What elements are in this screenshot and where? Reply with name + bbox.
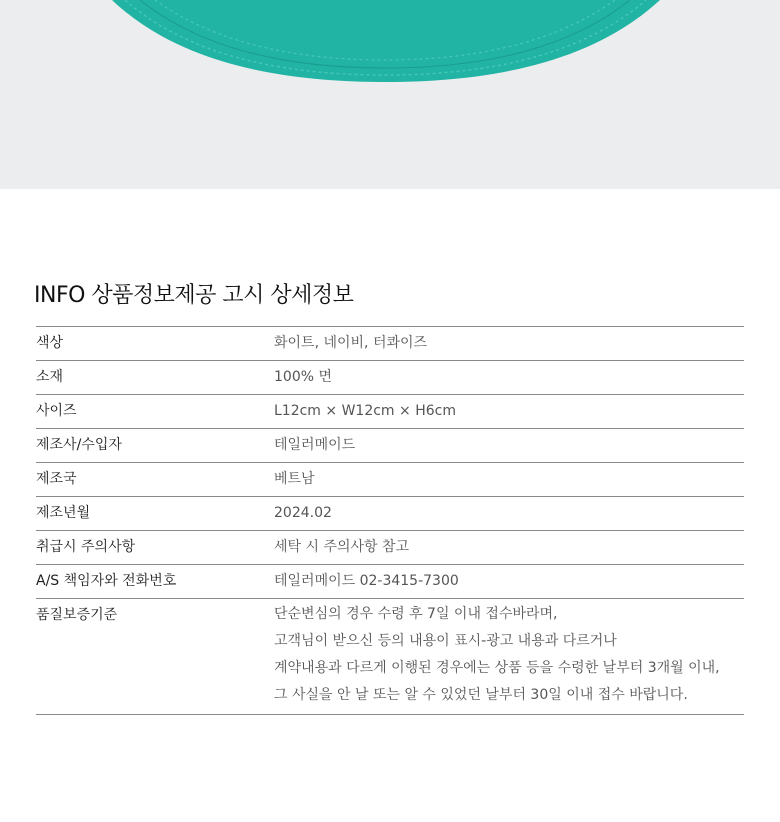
- warranty-line: 계약내용과 다르게 이행된 경우에는 상품 등을 수령한 날부터 3개월 이내,: [274, 660, 720, 676]
- table-row: [36, 463, 744, 497]
- table-row: [36, 327, 744, 361]
- row-label: 취급시 주의사항: [36, 539, 136, 555]
- table-row: [36, 565, 744, 599]
- row-value: 100% 면: [274, 369, 332, 385]
- warranty-line: 고객님이 받으신 등의 내용이 표시-광고 내용과 다르거나: [274, 633, 617, 649]
- table-row: [36, 361, 744, 395]
- product-info-table: [36, 326, 744, 715]
- table-row-warranty: [36, 599, 744, 715]
- info-title: INFO 상품정보제공 고시 상세정보: [34, 283, 354, 308]
- row-value: 세탁 시 주의사항 참고: [274, 539, 410, 555]
- row-label: 품질보증기준: [36, 607, 118, 623]
- row-label: 제조국: [36, 471, 77, 487]
- table-row: [36, 395, 744, 429]
- table-row: [36, 429, 744, 463]
- row-value: 화이트, 네이비, 터콰이즈: [274, 335, 428, 351]
- product-info-section: [36, 282, 744, 715]
- row-label: 제조사/수입자: [36, 437, 122, 453]
- row-label: 제조년월: [36, 505, 91, 521]
- row-value: 테일러메이드: [274, 437, 356, 453]
- table-row: [36, 531, 744, 565]
- row-label: 소재: [36, 369, 64, 385]
- warranty-line: 단순변심의 경우 수령 후 7일 이내 접수바라며,: [274, 606, 558, 622]
- row-label: A/S 책임자와 전화번호: [36, 573, 177, 589]
- warranty-line: 그 사실을 안 날 또는 알 수 있었던 날부터 30일 이내 접수 바랍니다.: [274, 687, 688, 703]
- table-row: [36, 497, 744, 531]
- product-image-area: [0, 0, 780, 189]
- row-value: 테일러메이드 02-3415-7300: [274, 573, 459, 589]
- row-label: 사이즈: [36, 403, 77, 419]
- row-label: 색상: [36, 335, 64, 351]
- row-value: 베트남: [274, 471, 315, 487]
- row-value: 2024.02: [274, 505, 332, 521]
- row-value: L12cm × W12cm × H6cm: [274, 403, 456, 419]
- product-image: [0, 0, 780, 189]
- warranty-text: [274, 599, 744, 715]
